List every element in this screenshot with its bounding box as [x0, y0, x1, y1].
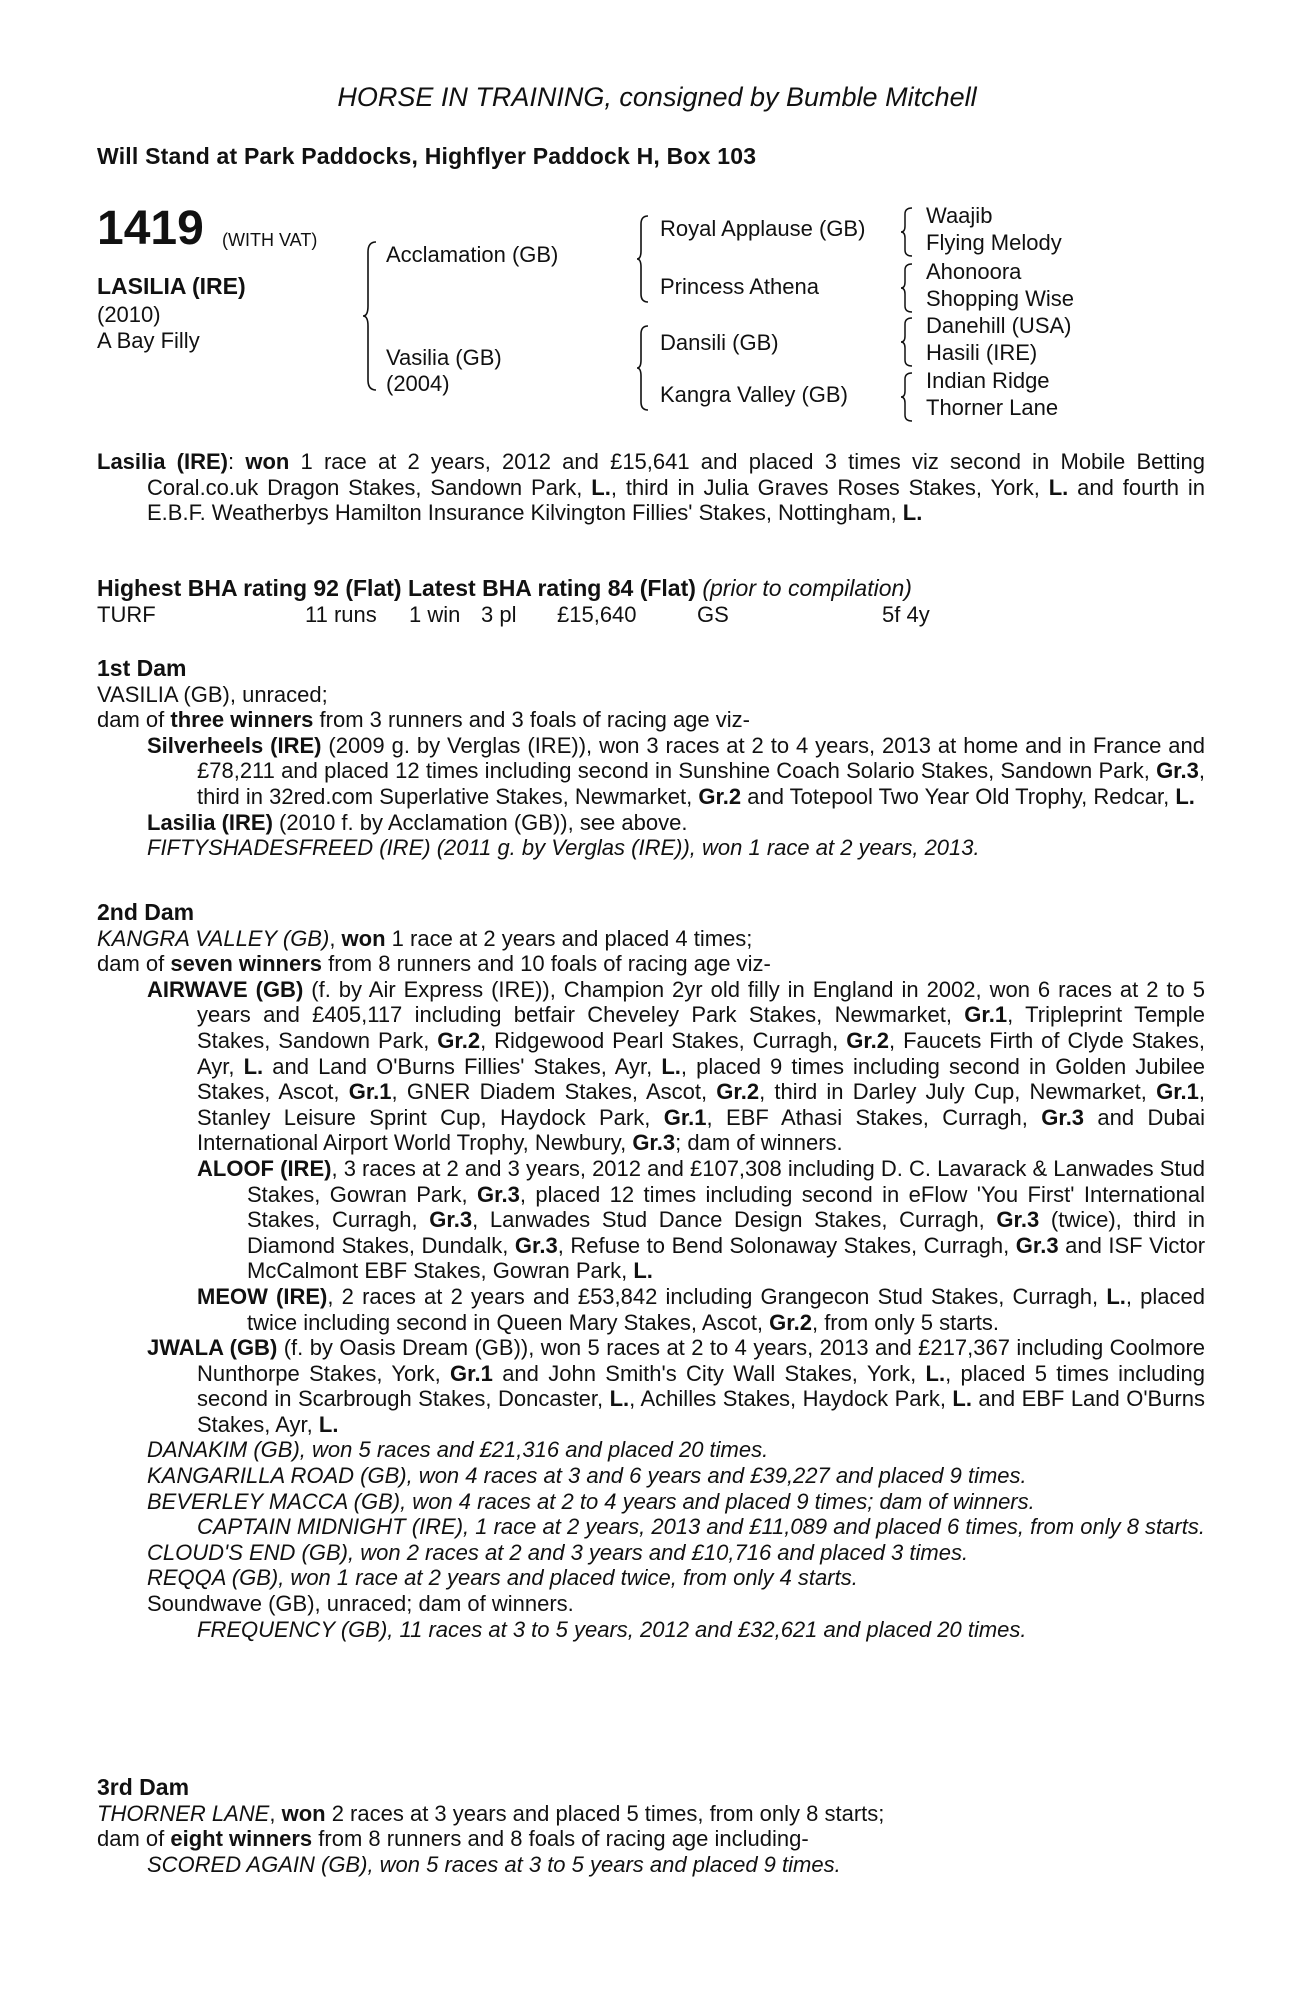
- group-mark: Gr.2: [698, 783, 742, 809]
- listed-mark: L.: [1048, 474, 1069, 500]
- text: (2009 g. by Verglas (IRE)), won 3 races at 2 to 4 years, 2013 at home and in France and £78,211 and placed 12 times including second in Sunshine Coach Solario Stakes, Sandown Park,: [197, 732, 1205, 784]
- pedigree-dds: Indian Ridge: [926, 368, 1050, 393]
- horse-name: KANGARILLA ROAD (GB): [147, 1463, 407, 1489]
- horse-name: JWALA (GB): [147, 1335, 278, 1361]
- text: , 2 races at 2 years and £53,842 including Grangecon Stud Stakes, Curragh,: [327, 1283, 1107, 1309]
- second-dam-name: [97, 926, 1205, 952]
- text: , Refuse to Bend Solonaway Stakes, Curragh,: [557, 1232, 1016, 1258]
- grand-brace-2: [900, 262, 914, 314]
- group-mark: Gr.3: [514, 1232, 558, 1258]
- text: ,: [329, 925, 342, 951]
- listed-mark: L.: [925, 1360, 946, 1386]
- second-dam-section: [97, 900, 1205, 1642]
- group-mark: Gr.1: [964, 1002, 1008, 1028]
- first-dam-name: VASILIA (GB), unraced;: [97, 681, 328, 707]
- produce-frequency: [97, 1617, 1205, 1643]
- text: , EBF Athasi Stakes, Curragh,: [706, 1104, 1042, 1130]
- listed-mark: L.: [902, 500, 923, 526]
- text: from 8 runners and 8 foals of racing age including-: [312, 1826, 809, 1852]
- horse-name: SCORED AGAIN (GB): [147, 1851, 368, 1877]
- pedigree-sss: Waajib: [926, 203, 993, 228]
- first-dam-section: [97, 656, 1205, 861]
- group-mark: Gr.3: [429, 1207, 473, 1233]
- pedigree-sdd: Shopping Wise: [926, 286, 1074, 311]
- text: , won 5 races and £21,316 and placed 20 times.: [299, 1437, 769, 1463]
- summary-won: won: [245, 449, 290, 474]
- group-mark: Gr.3: [996, 1207, 1040, 1233]
- produce-soundwave: Soundwave (GB), unraced; dam of winners.: [147, 1591, 574, 1617]
- rating-earnings: £15,640: [557, 601, 637, 627]
- produce-silverheels: [97, 733, 1205, 810]
- listed-mark: L.: [1106, 1283, 1126, 1309]
- horse-name: KANGRA VALLEY (GB): [97, 925, 330, 951]
- group-mark: Gr.3: [1156, 758, 1199, 784]
- group-mark: Gr.1: [450, 1360, 493, 1386]
- text: ; dam of winners.: [675, 1130, 843, 1156]
- won-label: won: [281, 1800, 326, 1826]
- produce-reqqa: [97, 1565, 1205, 1591]
- horse-name: BEVERLEY MACCA (GB): [147, 1488, 401, 1514]
- pedigree-sds: Ahonoora: [926, 259, 1022, 284]
- text: dam of: [97, 1826, 171, 1852]
- text: (2010 f. by Acclamation (GB)), see above.: [272, 809, 688, 835]
- horse-name: DANAKIM (GB): [147, 1437, 300, 1463]
- text: and Land O'Burns Fillies' Stakes, Ayr,: [263, 1053, 662, 1079]
- rating-surface: TURF: [97, 601, 156, 627]
- text: and John Smith's City Wall Stakes, York,: [492, 1360, 926, 1386]
- text: , Stanley Leisure Sprint Cup, Haydock Park,: [197, 1079, 1206, 1130]
- rating-text: Highest BHA rating 92 (Flat) Latest BHA rating 84 (Flat): [97, 575, 696, 601]
- pedigree-sire: Acclamation (GB): [386, 242, 559, 267]
- text: , placed twice including second in Queen Mary Stakes, Ascot,: [247, 1283, 1206, 1335]
- text: , won 2 races at 2 and 3 years and £10,716 and placed 3 times.: [348, 1539, 969, 1565]
- race-summary: Lasilia (IRE): won 1 race at 2 years, 2012 and £15,641 and placed 3 times viz second in Mobile Betting Coral.co.uk Dragon Stakes, Sandown Park, L., third in Julia Graves Roses Stakes, York, L. and fourth in E.B.F. Weatherbys Hamilton Insurance Kilvington Fillies' Stakes, Nottingham, L.: [97, 449, 1205, 526]
- stand-location: Will Stand at Park Paddocks, Highflyer Paddock H, Box 103: [97, 143, 757, 169]
- text: , Achilles Stakes, Haydock Park,: [629, 1386, 953, 1412]
- listed-mark: L.: [1175, 783, 1195, 809]
- produce-danakim: [97, 1437, 1205, 1463]
- horse-name: LASILIA (IRE): [97, 273, 246, 299]
- pedigree-dam-dam: Kangra Valley (GB): [660, 382, 848, 407]
- sire-parents-brace: [636, 214, 650, 304]
- group-mark: Gr.2: [437, 1027, 481, 1053]
- text: ,: [269, 1800, 282, 1826]
- text: from 8 runners and 10 foals of racing age viz-: [322, 951, 771, 977]
- produce-scored-again: [97, 1852, 1205, 1878]
- grand-brace-3: [900, 316, 914, 368]
- horse-name: FIFTYSHADESFREED (IRE): [147, 835, 431, 861]
- text: , from only 5 starts.: [811, 1309, 1000, 1335]
- horse-name: AIRWAVE (GB): [147, 976, 304, 1002]
- pedigree-ssd: Flying Melody: [926, 230, 1062, 255]
- text: , placed 9 times including second in Golden Jubilee Stakes, Ascot,: [197, 1053, 1205, 1105]
- group-mark: Gr.2: [769, 1309, 812, 1335]
- horse-name: CAPTAIN MIDNIGHT (IRE): [197, 1514, 464, 1540]
- pedigree-dsd: Hasili (IRE): [926, 340, 1038, 365]
- horse-name: ALOOF (IRE): [197, 1155, 332, 1181]
- group-mark: Gr.2: [846, 1027, 890, 1053]
- horse-name: REQQA (GB): [147, 1565, 279, 1591]
- listed-mark: L.: [661, 1053, 681, 1079]
- horse-description: A Bay Filly: [97, 328, 200, 353]
- group-mark: Gr.3: [1015, 1232, 1059, 1258]
- text: 1 race at 2 years and placed 4 times;: [385, 925, 753, 951]
- won-label: won: [341, 925, 386, 951]
- produce-clouds-end: [97, 1540, 1205, 1566]
- listed-mark: L.: [243, 1053, 264, 1079]
- text: , third in 32red.com Superlative Stakes, Newmarket,: [197, 758, 1205, 809]
- produce-kangarilla-road: [97, 1463, 1205, 1489]
- text: dam of: [97, 951, 171, 977]
- text: and Totepool Two Year Old Trophy, Redcar,: [741, 783, 1176, 809]
- pedigree-dam: Vasilia (GB): [386, 345, 502, 370]
- group-mark: Gr.3: [632, 1130, 676, 1156]
- rating-section: [97, 576, 1205, 628]
- produce-aloof: [97, 1156, 1205, 1284]
- produce-fiftyshadesfreed: [97, 835, 1205, 861]
- text: , 3 races at 2 and 3 years, 2012 and £107,308 including D. C. Lavarack & Lanwades Stud Stakes, Gowran Park,: [247, 1155, 1205, 1207]
- text: dam of: [97, 707, 171, 733]
- rating-stats: [97, 602, 1205, 628]
- produce-airwave: [97, 977, 1205, 1156]
- text: , placed 5 times including second in Scarbrough Stakes, Doncaster,: [197, 1360, 1206, 1412]
- page-title: HORSE IN TRAINING, consigned by Bumble Mitchell: [337, 82, 977, 112]
- second-dam-produce: [97, 951, 1205, 977]
- dam-parents-brace: [636, 324, 650, 412]
- text: , won 4 races at 2 to 4 years and placed 9 times; dam of winners.: [400, 1488, 1035, 1514]
- text: 2 races at 3 years and placed 5 times, from only 8 starts;: [325, 1800, 885, 1826]
- third-dam-section: [97, 1775, 1205, 1877]
- group-mark: Gr.3: [1041, 1104, 1085, 1130]
- horse-name: CLOUD'S END (GB): [147, 1539, 348, 1565]
- horse-name: Silverheels (IRE): [147, 732, 322, 758]
- pedigree-sire-sire: Royal Applause (GB): [660, 216, 866, 241]
- listed-mark: L.: [318, 1411, 339, 1437]
- group-mark: Gr.1: [1156, 1079, 1199, 1105]
- first-dam-produce: [97, 707, 1205, 733]
- horse-year: (2010): [97, 302, 161, 327]
- text: (f. by Air Express (IRE)), Champion 2yr old filly in England in 2002, won 6 races at 2 to 5 years and £405,117 including betfair Cheveley Park Stakes, Newmarket,: [197, 976, 1205, 1028]
- text: (twice), third in Diamond Stakes, Dundalk,: [247, 1207, 1205, 1258]
- sire-dam-brace: [362, 240, 378, 392]
- listed-mark: L.: [633, 1258, 653, 1284]
- text: , 1 race at 2 years, 2013 and £11,089 and placed 6 times, from only 8 starts.: [463, 1514, 1205, 1540]
- produce-meow: [97, 1284, 1205, 1335]
- text: , Ridgewood Pearl Stakes, Curragh,: [480, 1027, 847, 1053]
- listed-mark: L.: [591, 474, 611, 500]
- text: , won 1 race at 2 years and placed twice, from only 4 starts.: [278, 1565, 858, 1591]
- rating-placed: 3 pl: [481, 601, 517, 627]
- rating-distance: 5f 4y: [882, 601, 930, 627]
- pedigree-dss: Danehill (USA): [926, 313, 1072, 338]
- text: and EBF Land O'Burns Stakes, Ayr,: [197, 1386, 1205, 1437]
- horse-name: FREQUENCY (GB): [197, 1616, 388, 1642]
- text: , third in Darley July Cup, Newmarket,: [759, 1079, 1157, 1105]
- produce-lasilia: [97, 810, 1205, 836]
- produce-jwala: [97, 1335, 1205, 1437]
- horse-name: THORNER LANE: [97, 1800, 270, 1826]
- text: from 3 runners and 3 foals of racing age viz-: [313, 707, 750, 733]
- winners-count: eight winners: [170, 1826, 313, 1852]
- group-mark: Gr.1: [663, 1104, 707, 1130]
- group-mark: Gr.2: [716, 1079, 760, 1105]
- group-mark: Gr.1: [348, 1079, 392, 1105]
- pedigree-dam-sire: Dansili (GB): [660, 330, 779, 355]
- horse-name: MEOW (IRE): [197, 1283, 328, 1309]
- text: (2011 g. by Verglas (IRE)), won 1 race at 2 years, 2013.: [430, 835, 980, 861]
- grand-brace-4: [900, 371, 914, 423]
- text: , GNER Diadem Stakes, Ascot,: [391, 1079, 717, 1105]
- third-dam-name: [97, 1801, 1205, 1827]
- pedigree-dam-year: (2004): [386, 371, 450, 396]
- rating-going: GS: [697, 601, 729, 627]
- third-dam-heading: 3rd Dam: [97, 1774, 190, 1800]
- winners-count: seven winners: [170, 951, 323, 977]
- listed-mark: L.: [609, 1386, 630, 1412]
- text: (f. by Oasis Dream (GB)), won 5 races at 2 to 4 years, 2013 and £217,367 including Coolmore Nunthorpe Stakes, York,: [197, 1335, 1206, 1386]
- text: , won 4 races at 3 and 6 years and £39,227 and placed 9 times.: [406, 1463, 1027, 1489]
- summary-text: and fourth in E.B.F. Weatherbys Hamilton Insurance Kilvington Fillies' Stakes, Nottingham,: [147, 474, 1205, 526]
- rating-wins: 1 win: [409, 601, 461, 627]
- produce-captain-midnight: [97, 1514, 1205, 1540]
- text: , won 5 races at 3 to 5 years and placed 9 times.: [367, 1851, 841, 1877]
- first-dam-heading: 1st Dam: [97, 655, 187, 681]
- text: , 11 races at 3 to 5 years, 2012 and £32,621 and placed 20 times.: [387, 1616, 1027, 1642]
- third-dam-produce: [97, 1826, 1205, 1852]
- horse-name: Lasilia (IRE): [147, 809, 273, 835]
- rating-note: (prior to compilation): [702, 575, 912, 601]
- text: , Tripleprint Temple Stakes, Sandown Park,: [197, 1002, 1206, 1053]
- rating-runs: 11 runs: [305, 601, 377, 627]
- lot-number: 1419: [97, 202, 204, 255]
- group-mark: Gr.3: [477, 1181, 520, 1207]
- text: , Lanwades Stud Dance Design Stakes, Curragh,: [472, 1207, 997, 1233]
- summary-horse-name: Lasilia (IRE): [97, 449, 229, 474]
- text: and ISF Victor McCalmont EBF Stakes, Gowran Park,: [247, 1232, 1206, 1284]
- second-dam-heading: 2nd Dam: [97, 899, 195, 925]
- lot-vat: (WITH VAT): [222, 230, 318, 250]
- grand-brace-1: [900, 206, 914, 258]
- text: , placed 12 times including second in eFlow 'You First' International Stakes, Curragh,: [247, 1181, 1206, 1233]
- pedigree-ddd: Thorner Lane: [926, 395, 1059, 420]
- summary-text: , third in Julia Graves Roses Stakes, York,: [610, 474, 1049, 500]
- pedigree-sire-dam: Princess Athena: [660, 274, 819, 299]
- summary-text: 1 race at 2 years, 2012 and £15,641 and placed 3 times viz second in Mobile Betting Coral.co.uk Dragon Stakes, Sandown Park,: [147, 449, 1205, 500]
- text: and Dubai International Airport World Trophy, Newbury,: [197, 1104, 1205, 1156]
- produce-beverley-macca: [97, 1489, 1205, 1515]
- winners-count: three winners: [170, 707, 314, 733]
- text: , Faucets Firth of Clyde Stakes, Ayr,: [197, 1027, 1205, 1079]
- listed-mark: L.: [952, 1386, 972, 1412]
